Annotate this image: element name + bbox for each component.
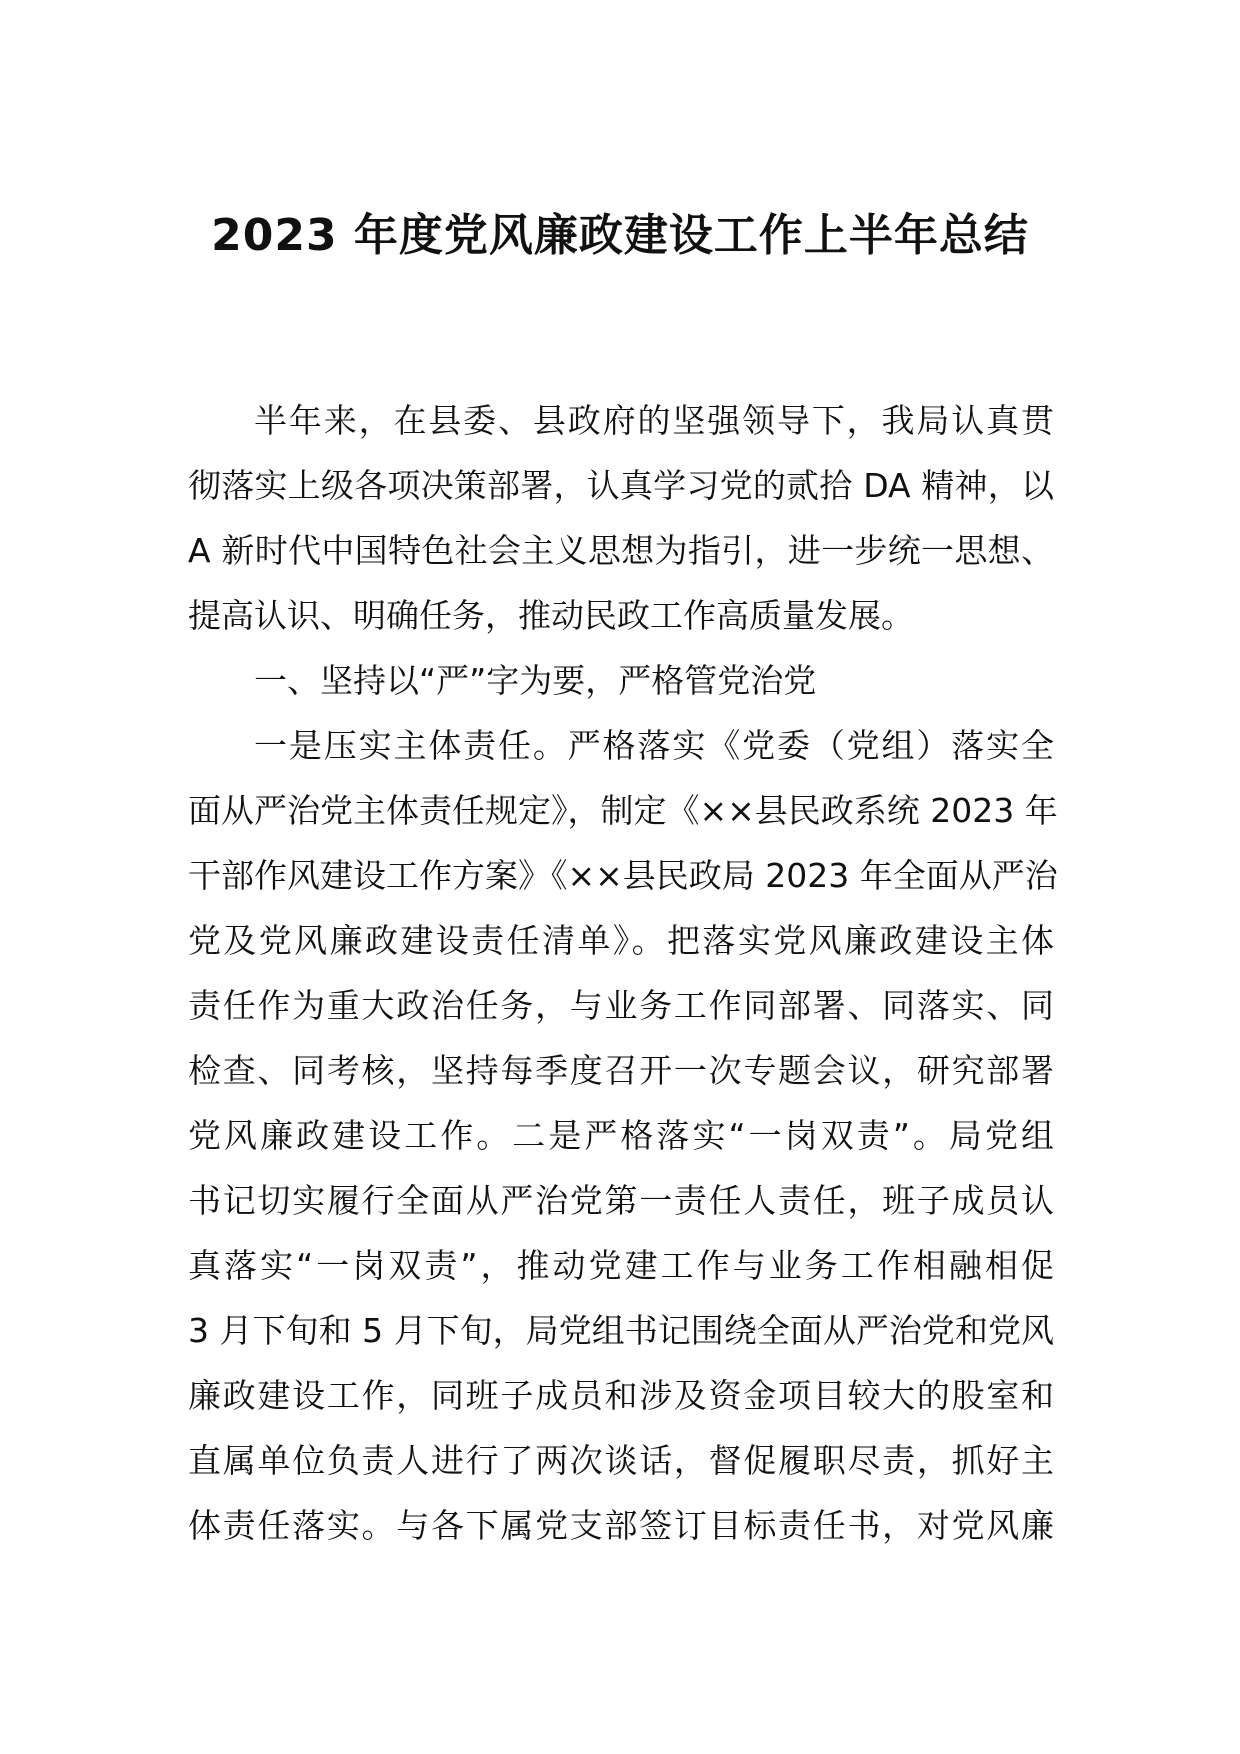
text-line: 一是压实主体责任。严格落实《党委（党组）落实全	[254, 726, 1054, 765]
section-heading: 一、坚持以“严”字为要，严格管党治党	[254, 661, 817, 700]
text-line: 党风廉政建设工作。二是严格落实“一岗双责”。局党组	[188, 1116, 1054, 1155]
text-line: 3 月下旬和 5 月下旬，局党组书记围绕全面从严治党和党风	[188, 1311, 1054, 1350]
text-line: 体责任落实。与各下属党支部签订目标责任书，对党风廉	[188, 1506, 1054, 1545]
text-line: 党及党风廉政建设责任清单》。把落实党风廉政建设主体	[188, 921, 1054, 960]
text-line: 干部作风建设工作方案》《××县民政局 2023 年全面从严治	[188, 856, 1058, 895]
text-line: 提高认识、明确任务，推动民政工作高质量发展。	[188, 596, 914, 635]
text-line: 责任作为重大政治任务，与业务工作同部署、同落实、同	[188, 986, 1054, 1025]
text-line: 检查、同考核，坚持每季度召开一次专题会议，研究部署	[188, 1051, 1054, 1090]
document-body	[188, 388, 1058, 1558]
text-line: 半年来，在县委、县政府的坚强领导下，我局认真贯	[254, 401, 1054, 440]
text-line: 书记切实履行全面从严治党第一责任人责任，班子成员认	[188, 1181, 1054, 1220]
text-line: A 新时代中国特色社会主义思想为指引，进一步统一思想、	[188, 531, 1054, 570]
text-line: 面从严治党主体责任规定》，制定《××县民政系统 2023 年	[188, 791, 1058, 830]
text-line: 廉政建设工作，同班子成员和涉及资金项目较大的股室和	[188, 1376, 1054, 1415]
text-line: 直属单位负责人进行了两次谈话，督促履职尽责，抓好主	[188, 1441, 1054, 1480]
text-line: 彻落实上级各项决策部署，认真学习党的贰拾 DA 精神，以	[188, 466, 1054, 505]
document-title: 2023 年度党风廉政建设工作上半年总结	[211, 210, 1029, 261]
text-line: 真落实“一岗双责”，推动党建工作与业务工作相融相促	[188, 1246, 1054, 1285]
